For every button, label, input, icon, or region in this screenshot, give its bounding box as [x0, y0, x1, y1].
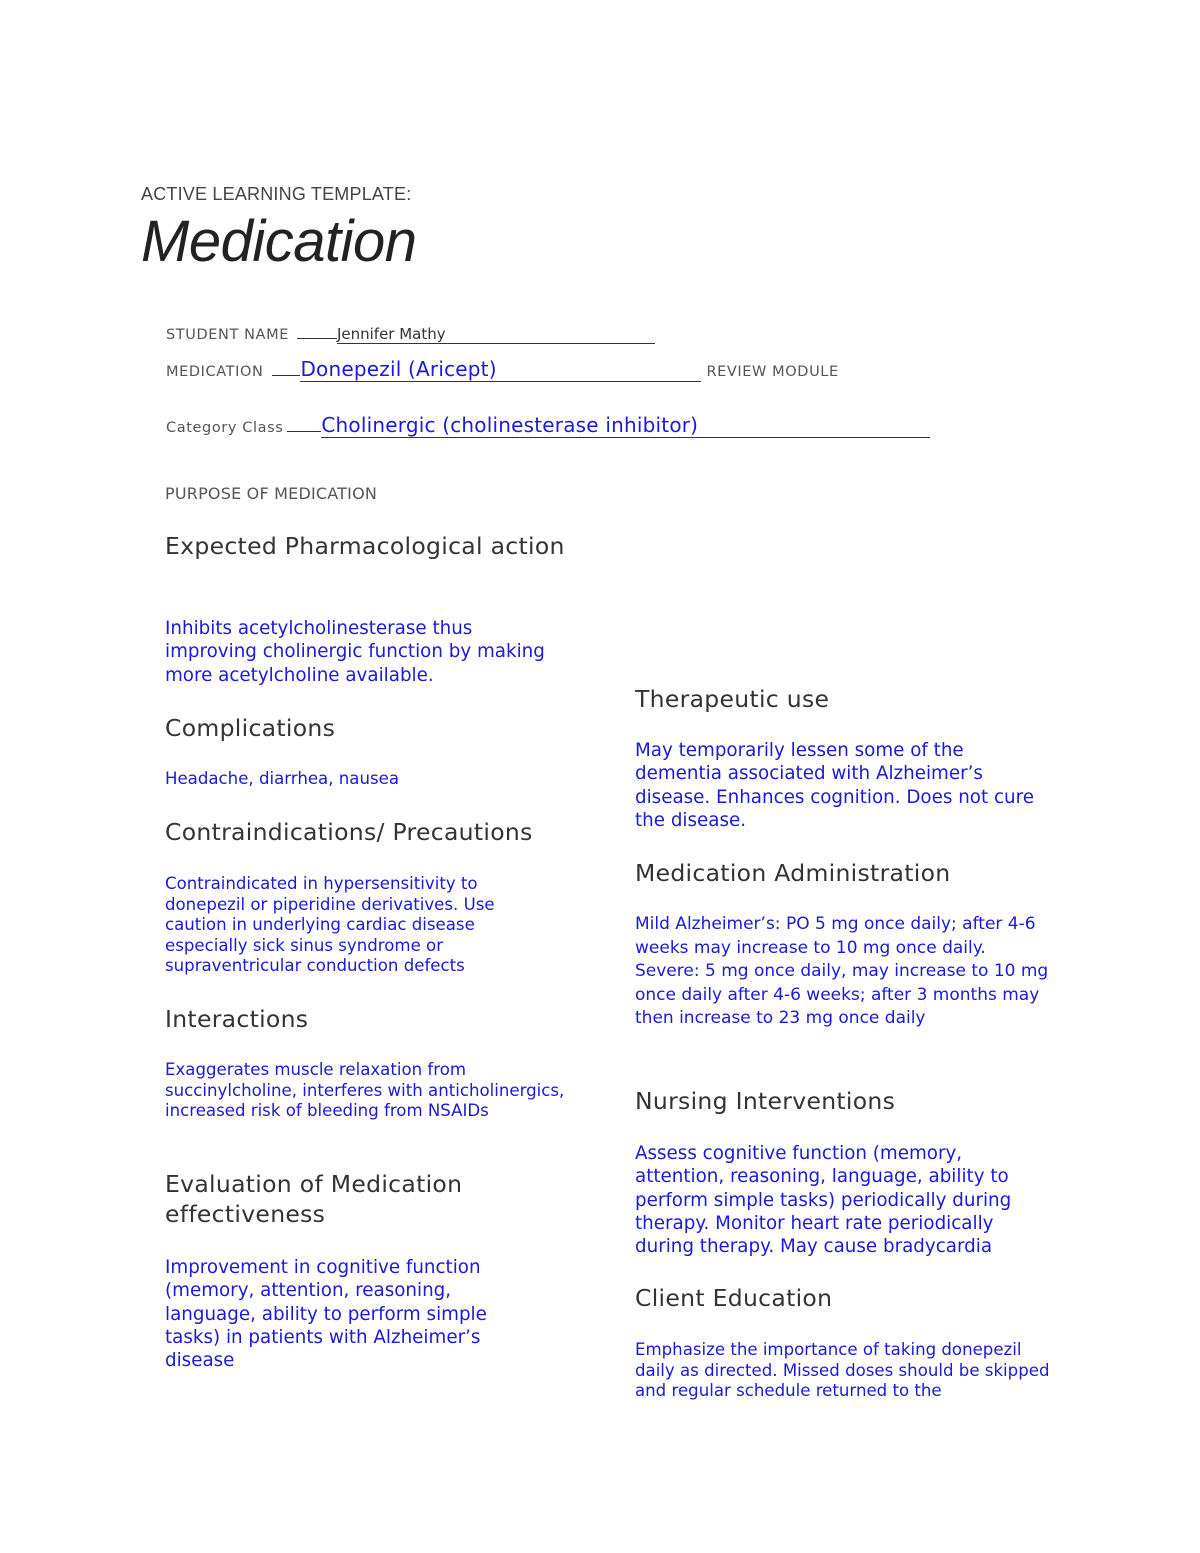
category-row — [166, 413, 930, 438]
education-heading: Client Education — [635, 1284, 833, 1312]
complications-body: Headache, diarrhea, nausea — [165, 769, 399, 788]
evaluation-body: Improvement in cognitive function (memory, attention, reasoning, language, ability to perform simple tasks) in patients with Alzheimer’s disease — [165, 1257, 487, 1372]
category-value: Cholinergic (cholinesterase inhibitor) — [321, 413, 930, 438]
blank-line — [297, 338, 337, 339]
nursing-body: Assess cognitive function (memory, attention, reasoning, language, ability to perform simple tasks) periodically during therapy. Monitor heart rate periodically during therapy. May cause bradycardia — [635, 1143, 1012, 1258]
medication-value: Donepezil (Aricept) — [300, 357, 701, 382]
pharm-body: Inhibits acetylcholinesterase thus improving cholinergic function by making more acetylcholine available. — [165, 618, 545, 686]
blank-line — [272, 375, 300, 376]
category-label: Category Class — [166, 420, 284, 436]
evaluation-heading: Evaluation of Medication effectiveness — [165, 1170, 463, 1228]
student-name-value: Jennifer Mathy — [337, 325, 655, 344]
template-kicker: ACTIVE LEARNING TEMPLATE: — [141, 184, 412, 204]
administration-body: Mild Alzheimer’s: PO 5 mg once daily; after 4-6 weeks may increase to 10 mg once daily. Severe: 5 mg once daily, may increase to 10 mg once daily after 4-6 weeks; after 3 months may then increase to 23 mg once daily — [635, 914, 1049, 1029]
review-module-label: REVIEW MODULE — [706, 364, 839, 380]
therapeutic-heading: Therapeutic use — [635, 685, 830, 713]
interactions-body: Exaggerates muscle relaxation from succinylcholine, interferes with anticholinergics, increased risk of bleeding from NSAIDs — [165, 1060, 565, 1121]
blank-line — [287, 431, 321, 432]
medication-label: MEDICATION — [166, 364, 264, 380]
administration-heading: Medication Administration — [635, 859, 951, 887]
pharm-heading: Expected Pharmacological action — [165, 532, 565, 560]
interactions-heading: Interactions — [165, 1005, 309, 1033]
contra-body: Contraindicated in hypersensitivity to donepezil or piperidine derivatives. Use caution in underlying cardiac disease especially sick sinus syndrome or supraventricular conduction defects — [165, 874, 495, 976]
complications-heading: Complications — [165, 714, 336, 742]
student-name-label: STUDENT NAME — [166, 327, 289, 343]
purpose-label: PURPOSE OF MEDICATION — [165, 484, 378, 503]
therapeutic-body: May temporarily lessen some of the dementia associated with Alzheimer’s disease. Enhances cognition. Does not cure the disease. — [635, 740, 1034, 831]
education-body: Emphasize the importance of taking donepezil daily as directed. Missed doses should be skipped and regular schedule returned to the — [635, 1340, 1050, 1401]
page-title: Medication — [141, 209, 417, 274]
medication-row — [166, 357, 839, 382]
student-name-row — [166, 325, 655, 344]
nursing-heading: Nursing Interventions — [635, 1087, 896, 1115]
contra-heading: Contraindications/ Precautions — [165, 818, 533, 846]
